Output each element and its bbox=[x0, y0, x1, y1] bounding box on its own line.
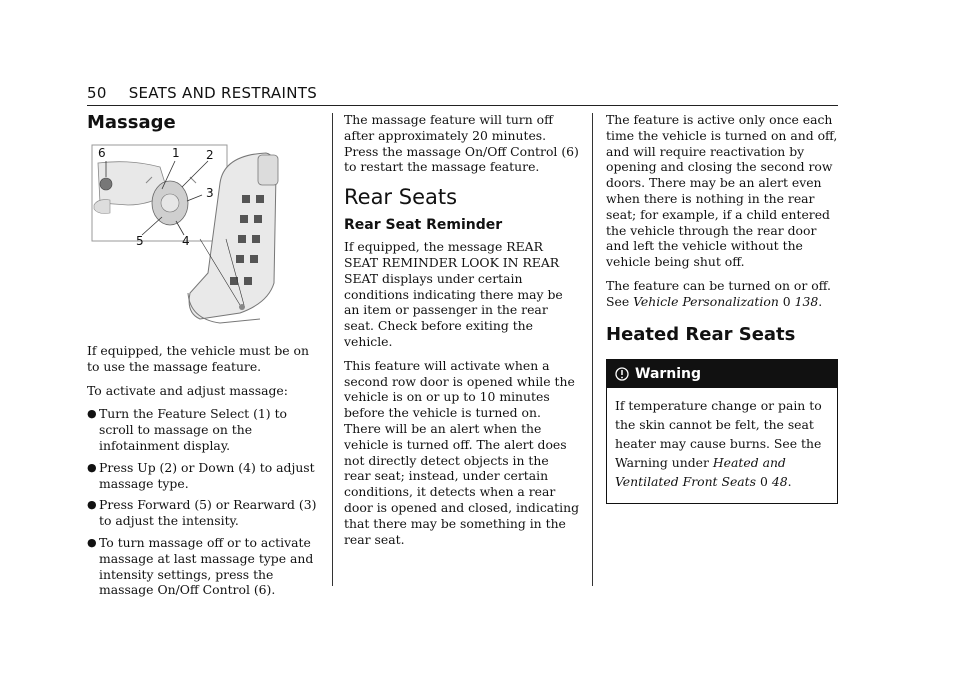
massage-heading: Massage bbox=[87, 112, 176, 133]
massage-timeout-text: The massage feature will turn off after approximately 20 minutes. Press the massage On/Off Control (6) to restart the massage feature. bbox=[344, 112, 579, 175]
reminder-text-1: If equipped, the message REAR SEAT REMINDER LOOK IN REAR SEAT displays under certain conditions indicating there may be an item or passenger in the rear seat. Check before exiting the vehicle. bbox=[344, 239, 563, 349]
label-5: 5 bbox=[136, 234, 144, 248]
bullet-icon: ● bbox=[87, 498, 97, 512]
cross-reference-link[interactable]: Vehicle Personalization bbox=[633, 293, 779, 309]
rear-seats-heading: Rear Seats bbox=[344, 185, 458, 210]
warning-title-bar bbox=[607, 360, 837, 388]
massage-steps bbox=[87, 406, 322, 598]
label-6: 6 bbox=[98, 146, 106, 160]
label-2: 2 bbox=[206, 148, 214, 162]
reminder-toggle-text: The feature can be turned on or off. See Vehicle Personalization 0 138. bbox=[606, 277, 831, 309]
massage-lead: To activate and adjust massage: bbox=[87, 382, 288, 398]
warning-icon bbox=[615, 366, 629, 382]
list-item: ● Press Forward (5) or Rearward (3) to adjust the intensity. bbox=[87, 497, 317, 529]
page-number: 50 bbox=[87, 84, 107, 102]
label-3: 3 bbox=[206, 186, 214, 200]
label-4: 4 bbox=[182, 234, 190, 248]
page-ref-icon: 0 bbox=[759, 473, 768, 489]
rear-seat-reminder-heading: Rear Seat Reminder bbox=[344, 217, 503, 234]
warning-body: If temperature change or pain to the skin cannot be felt, the seat heater may cause burns. See the Warning under Heated and Ventilated Front Seats 0 48. bbox=[615, 397, 822, 489]
column-divider-1 bbox=[332, 113, 333, 586]
page-ref-icon: 0 bbox=[782, 293, 791, 309]
column-2 bbox=[344, 112, 579, 555]
list-item: ● To turn massage off or to activate massage at last massage type and intensity settings, press the massage On/Off Control (6). bbox=[87, 534, 314, 598]
bullet-icon: ● bbox=[87, 407, 97, 421]
reminder-text-2: This feature will activate when a second row door is opened while the vehicle is on or up to 10 minutes before the vehicle is turned on. There will be an alert when the vehicle is turned off. The alert does not directly detect objects in the rear seat; instead, under certain conditions, it detects when a rear door is opened and closed, indicating that there may be something in the rear seat. bbox=[344, 357, 579, 547]
label-1: 1 bbox=[172, 146, 180, 160]
massage-intro: If equipped, the vehicle must be on to use the massage feature. bbox=[87, 343, 309, 374]
bullet-icon: ● bbox=[87, 535, 97, 549]
section-title: SEATS AND RESTRAINTS bbox=[128, 84, 318, 102]
reminder-text-3: The feature is active only once each time the vehicle is turned on and off, and will require reactivation by opening and closing the second row doors. There may be an alert even when there is nothing in the rear seat; for example, if a child entered the vehicle through the rear door and left the vehicle without the vehicle being shut off. bbox=[606, 112, 838, 270]
warning-box bbox=[606, 359, 838, 504]
column-3 bbox=[606, 112, 838, 504]
warning-title: Warning bbox=[635, 365, 702, 382]
header-rule bbox=[87, 105, 838, 106]
page-header bbox=[87, 84, 838, 102]
list-item: ● Turn the Feature Select (1) to scroll to massage on the infotainment display. bbox=[87, 406, 288, 453]
column-divider-2 bbox=[592, 113, 593, 586]
heated-rear-seats-heading: Heated Rear Seats bbox=[606, 323, 796, 345]
cross-reference-link[interactable]: Heated and Ventilated Front Seats bbox=[615, 454, 786, 489]
page-ref-number: 48 bbox=[771, 473, 788, 489]
onoff-control-icon bbox=[100, 178, 112, 190]
massage-seat-figure bbox=[90, 143, 281, 325]
column-1 bbox=[87, 112, 322, 604]
bullet-icon: ● bbox=[87, 460, 97, 474]
list-item: ● Press Up (2) or Down (4) to adjust massage type. bbox=[87, 459, 315, 491]
page-ref-number: 138 bbox=[794, 293, 819, 309]
